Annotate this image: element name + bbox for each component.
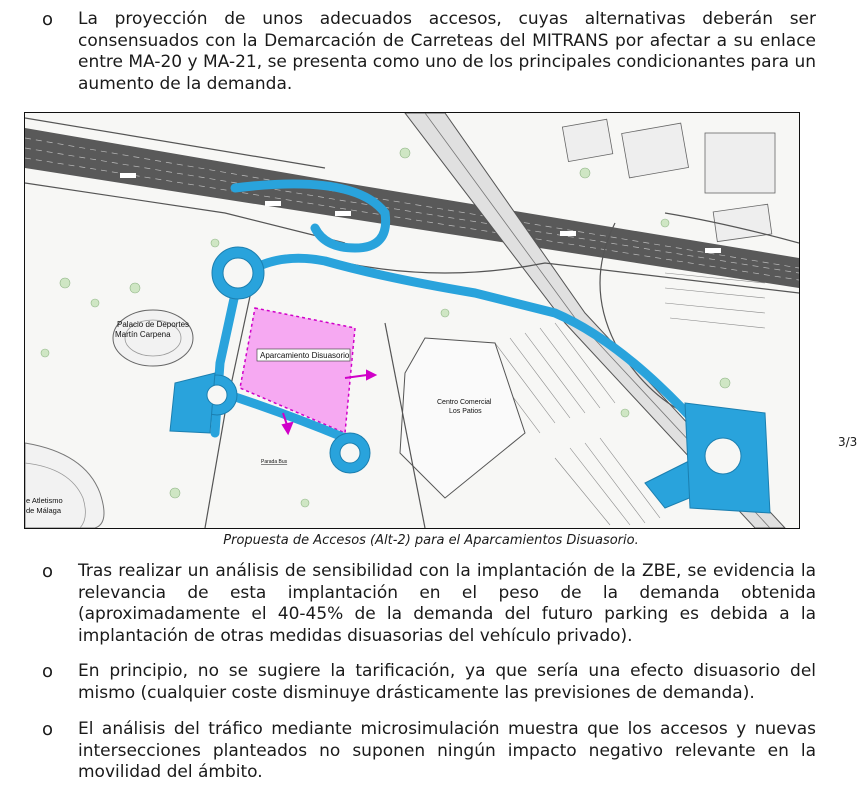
- label-palacio: Palacio de Deportes: [117, 320, 190, 329]
- bullet-marker-3: o: [42, 661, 54, 682]
- page-number: 3/3: [838, 435, 858, 449]
- bullet-marker-4: o: [42, 719, 54, 740]
- access-proposal-map: [24, 112, 800, 529]
- label-centro-2: Los Patios: [449, 408, 482, 415]
- label-parada: Parada Bus: [261, 459, 288, 465]
- paragraph-2: Tras realizar un análisis de sensibilidad con la implantación de la ZBE, se evidencia la relevancia de esta implantación en el peso de la demanda obtenida (aproximadamente el 40-45% de la demanda del futuro parking es debida a la implantación de otras medidas disuasorias del vehículo privado).: [78, 561, 816, 646]
- label-palacio-2: Martín Carpena: [115, 330, 171, 339]
- figure-caption: Propuesta de Accesos (Alt-2) para el Aparcamientos Disuasorio.: [223, 533, 639, 548]
- paragraph-1: La proyección de unos adecuados accesos, cuyas alternativas deberán ser consensuados con la Demarcación de Carreteas del MITRANS por afectar a su enlace entre MA-20 y MA-21, se presenta como uno de los principales condicionantes para un aumento de la demanda.: [78, 9, 816, 94]
- bullet-marker-1: o: [42, 9, 54, 30]
- label-atletismo-2: de Málaga: [26, 506, 62, 515]
- label-aparcamiento: Aparcamiento Disuasorio: [260, 351, 350, 360]
- paragraph-4: El análisis del tráfico mediante microsimulación muestra que los accesos y nuevas intersecciones planteados no suponen ningún impacto negativo relevante en la movilidad del ámbito.: [78, 719, 816, 782]
- bullet-marker-2: o: [42, 561, 54, 582]
- label-atletismo: e Atletismo: [26, 496, 63, 505]
- label-centro: Centro Comercial: [437, 399, 492, 406]
- paragraph-3: En principio, no se sugiere la tarificación, ya que sería una efecto disuasorio del mismo (cualquier coste disminuye drásticamente las previsiones de demanda).: [78, 661, 816, 703]
